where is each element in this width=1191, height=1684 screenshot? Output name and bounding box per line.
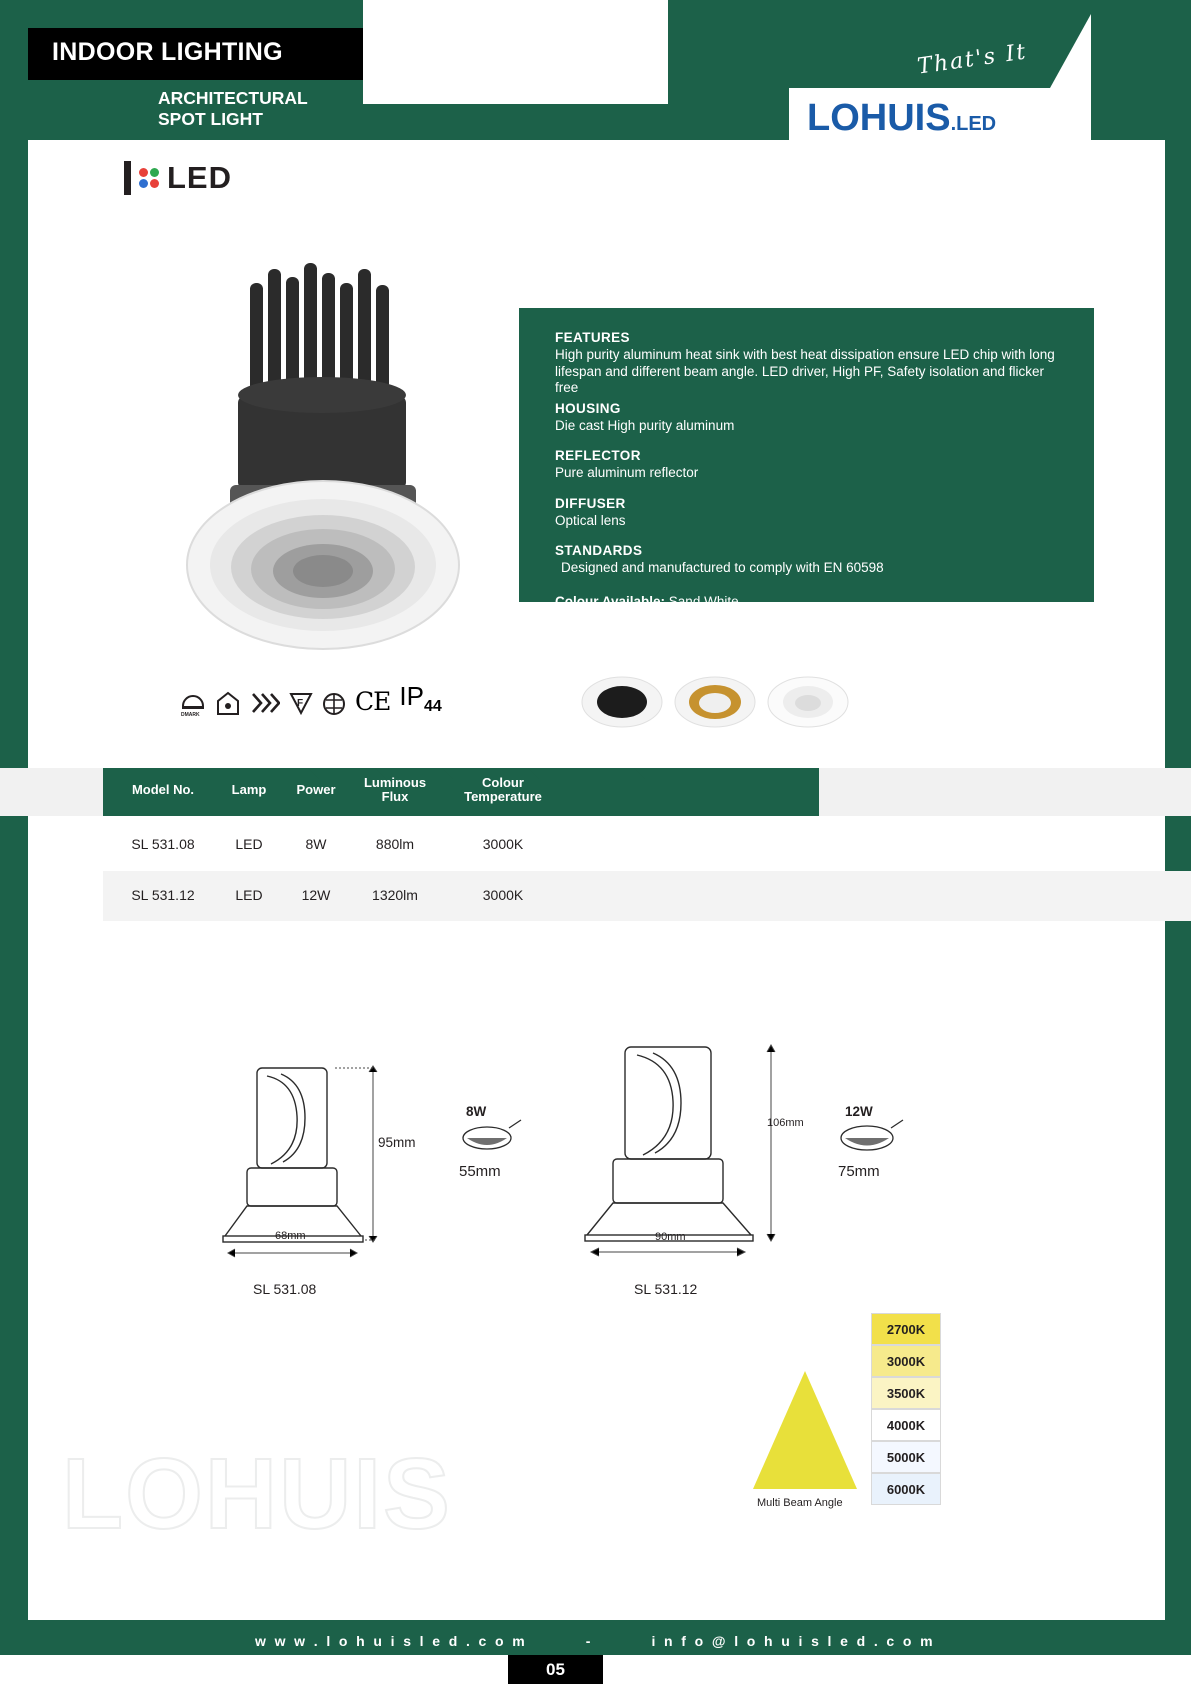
housing-text: Die cast High purity aluminum	[555, 417, 735, 433]
table-col-model	[111, 783, 215, 797]
power-label-2: 12W	[845, 1104, 873, 1119]
page-subtitle-line2: SPOT LIGHT	[158, 109, 263, 129]
cutout-label-2: 75mm	[838, 1163, 880, 1180]
footer-email[interactable]: i n f o @ l o h u i s l e d . c o m	[651, 1633, 935, 1649]
watermark-logo: LOHUIS	[62, 1438, 452, 1550]
housing-heading: HOUSING	[555, 400, 621, 416]
page-title: INDOOR LIGHTING	[52, 38, 283, 66]
cell-cct: 3000K	[482, 887, 524, 903]
dim-height-1: 95mm	[378, 1135, 416, 1150]
brand-logo	[807, 97, 996, 140]
diffuser-text: Optical lens	[555, 512, 626, 528]
ip-value: 44	[423, 698, 442, 715]
cell-lamp: LED	[235, 887, 263, 903]
brand-logo-text: LOHUIS	[807, 97, 951, 139]
ceiling-mount-icon	[215, 690, 241, 716]
variant-black	[582, 677, 662, 727]
dim-width-1: 68mm	[275, 1230, 306, 1242]
table-row	[103, 871, 1191, 921]
cct-chip: 3500K	[871, 1377, 941, 1409]
svg-text:DMARK: DMARK	[181, 712, 200, 716]
cct-chip: 2700K	[871, 1313, 941, 1345]
table-col-flux	[347, 776, 443, 804]
table-col-lamp	[213, 783, 285, 797]
table-row	[103, 820, 1191, 870]
cell-power: 12W	[301, 887, 331, 903]
table-col-cct-l2: Temperature	[464, 789, 542, 804]
product-photo	[110, 255, 530, 655]
led-badge-label: LED	[167, 160, 232, 195]
cell-flux: 1320lm	[372, 887, 418, 903]
table-col-flux-l1: Luminous	[363, 775, 427, 790]
product-variants	[580, 672, 850, 732]
svg-text:F: F	[297, 698, 304, 709]
page-subtitle-line1: ARCHITECTURAL	[158, 88, 308, 108]
colour-available-label: Colour Available:	[555, 593, 666, 609]
table-header-row	[103, 768, 819, 816]
standards-heading: STANDARDS	[555, 543, 643, 558]
table-col-flux-l2: Flux	[381, 789, 409, 804]
variant-white	[768, 677, 848, 727]
page-number: 05	[546, 1660, 565, 1679]
drawing-caption-1: SL 531.08	[253, 1281, 317, 1297]
cct-chip: 5000K	[871, 1441, 941, 1473]
cell-model: SL 531.12	[131, 887, 195, 903]
cutout-icon-2	[835, 1110, 915, 1170]
diffuser-heading: DIFFUSER	[555, 495, 626, 511]
reflector-heading: REFLECTOR	[555, 448, 641, 463]
standards-text: Designed and manufactured to comply with EN 60598	[561, 560, 884, 575]
dim-height-2: 106mm	[767, 1117, 804, 1129]
ip-rating	[399, 681, 441, 716]
f-mark-icon	[289, 690, 313, 716]
ce-mark-icon: CE	[355, 687, 391, 716]
footer-website[interactable]: w w w . l o h u i s l e d . c o m	[255, 1633, 528, 1649]
table-col-cct	[433, 776, 573, 804]
drawing-caption-2: SL 531.12	[634, 1281, 698, 1297]
colour-available	[555, 594, 1055, 609]
cell-flux: 880lm	[375, 836, 415, 852]
cct-chip-list	[871, 1313, 941, 1505]
table-col-model-l1: Model No.	[131, 782, 195, 797]
features-text: High purity aluminum heat sink with best heat dissipation ensure LED chip with long lifespan and different beam angle. LED driver, High PF, Safety isolation and flicker free	[555, 347, 1055, 395]
footer-contacts	[255, 1628, 935, 1654]
header-notch	[363, 0, 668, 104]
colour-available-value: Sand White	[668, 593, 739, 609]
cutout-icon-1	[455, 1110, 535, 1170]
features-panel	[519, 308, 1094, 609]
power-label-1: 8W	[466, 1104, 487, 1119]
beam-caption: Multi Beam Angle	[757, 1497, 843, 1509]
page-subtitle	[158, 88, 308, 130]
drawing-sl53108	[195, 1050, 415, 1260]
cell-lamp: LED	[235, 836, 263, 852]
cct-chip: 6000K	[871, 1473, 941, 1505]
table-col-lamp-l1: Lamp	[231, 782, 267, 797]
class-2-icon	[250, 690, 280, 716]
footer-gap-right	[603, 1655, 1191, 1684]
footer-separator: -	[585, 1633, 593, 1649]
cell-cct: 3000K	[482, 836, 524, 852]
table-col-power-l1: Power	[296, 782, 336, 797]
cct-chip: 3000K	[871, 1345, 941, 1377]
led-badge-bar	[124, 161, 131, 195]
table-col-cct-l1: Colour	[482, 775, 524, 790]
brand-tagline: That's It	[915, 39, 1029, 80]
recessed-mount-icon	[180, 686, 206, 716]
beam-cone	[735, 1365, 875, 1495]
led-badge	[124, 158, 232, 198]
cct-chip: 4000K	[871, 1409, 941, 1441]
drawing-sl53112	[565, 1035, 795, 1260]
cell-power: 8W	[305, 836, 327, 852]
footer-gap-left	[0, 1655, 508, 1684]
cutout-label-1: 55mm	[459, 1163, 501, 1180]
variant-gold	[675, 677, 755, 727]
certification-row	[180, 680, 442, 716]
reflector-text: Pure aluminum reflector	[555, 465, 699, 480]
cell-model: SL 531.08	[131, 836, 195, 852]
features-heading: FEATURES	[555, 330, 630, 345]
rgb-dots-icon	[139, 168, 159, 188]
earth-icon	[322, 690, 346, 716]
brand-logo-suffix: .LED	[950, 113, 997, 135]
dim-width-2: 90mm	[655, 1231, 686, 1243]
table-col-power	[280, 783, 352, 797]
ip-prefix: IP	[399, 680, 424, 711]
